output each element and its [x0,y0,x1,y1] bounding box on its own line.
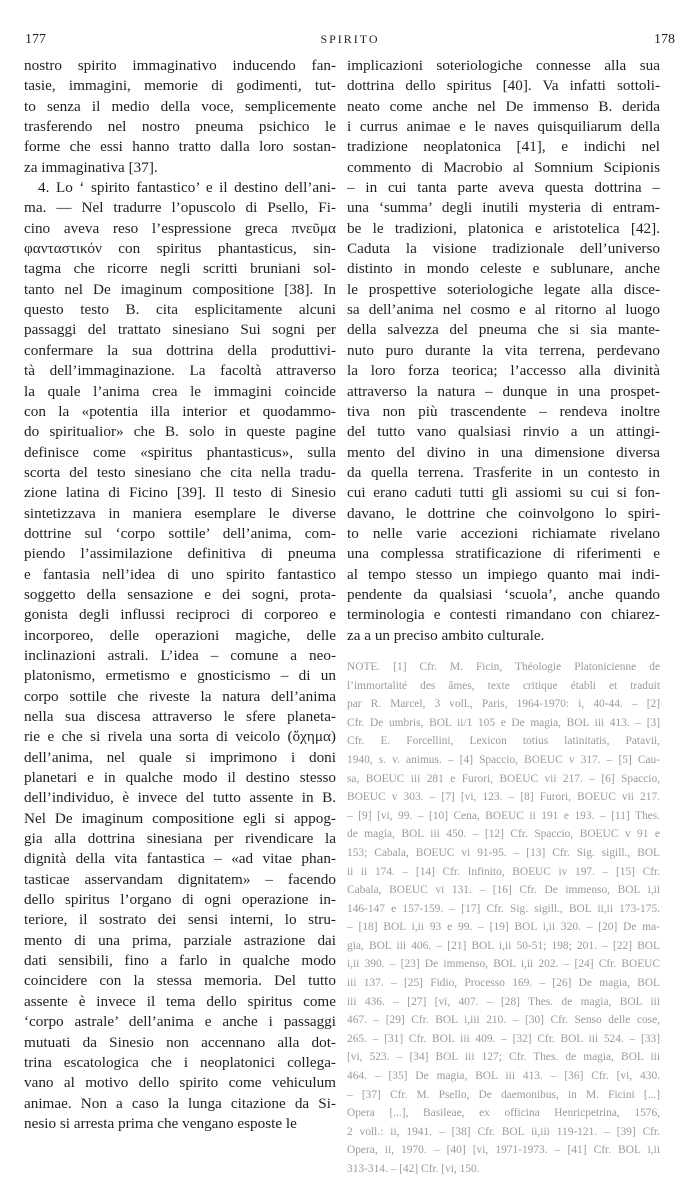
text-line: Nel De imaginum compositione egli si appog- [24,809,336,827]
footnote-line: 265. – [31] Cfr. BOL iii 409. – [32] Cfr. BOL iii 524. – [33] [347,1032,660,1045]
text-line: gonista degli influssi reciproci di corporeo e [24,606,336,624]
text-line: inclinazioni astrali. L’idea – comune a neo- [24,646,336,664]
text-line: i currus animae e le naves quisquiliarum della [347,118,660,136]
footnote-line: par R. Marcel, 3 voll., Paris, 1964-1970: i, 40-44. – [2] [347,698,660,711]
text-line: rie e che si rivela una sorta di veicolo (ὄχημα) [24,728,336,746]
text-line: do spiritualior» che B. solo in queste pagine [24,423,336,441]
left-column [24,56,336,1134]
footnote-line: gia, BOL iii 406. – [21] BOL i,ii 50-51; 198; 201. – [22] BOL [347,939,660,952]
text-line: vano al motivo dello spirito come vehiculum [24,1074,336,1092]
footnote-line: 467. – [29] Cfr. BOL i,iii 210. – [30] Cfr. Senso delle cose, [347,1014,660,1027]
text-line: pendente da qualsiasi ‘scuola’, anche quando [347,585,660,603]
text-line: animae. Non a caso la lunga citazione da Si- [24,1094,336,1112]
text-line: 4. Lo ‘ spirito fantastico’ e il destino dell’ani- [38,179,336,197]
text-line: nostro spirito immaginativo inducendo fan- [24,57,336,74]
footnote-line: [vi, 523. – [34] BOL iii 127; Cfr. Thes. de magia, BOL iii [347,1051,660,1064]
text-line: – in cui tanta parte aveva questa dottrina – [347,179,660,197]
text-line: be le tradizioni, platonica e aristotelica [42]. [347,219,660,237]
footnote-line: 464. – [35] De magia, BOL iii 413. – [36] Cfr. [vi, 430. [347,1070,660,1083]
text-line: nesio si arresta prima che vengano esposte le [24,1114,297,1132]
text-line: assente è invece il tema dello spiritus come [24,992,336,1010]
text-line: ‘corpo astrale’ dell’anima e anche i passaggi [24,1013,336,1031]
text-line: za immaginativa [37]. [24,158,158,176]
text-line: za a un preciso ambito culturale. [347,626,545,644]
text-line: trasferendo nel nostro pneuma psichico le [24,118,336,136]
footnote-line: l’immortalité des âmes, texte critique établi et traduit [347,679,660,692]
footnote-line: i,ii 390. – [23] De immenso, BOL i,ii 202. – [24] Cfr. BOEUC [347,958,660,971]
text-line: commento di Macrobio al Somnium Scipionis [347,158,660,176]
text-line: corpo sottile che riveste la natura dell’anima [24,687,336,705]
text-line: del tutto vano qualsiasi rinvio a un attingi- [347,423,660,441]
text-line: soggetto della sensazione e dei sogni, prota- [24,585,336,603]
footnote-line: iii 436. – [27] [vi, 407. – [28] Thes. de magia, BOL iii [347,995,660,1008]
footnotes [347,658,660,1179]
footnote-line: BOEUC v 303. – [7] [vi, 123. – [8] Furori, BOEUC vii 217. [347,791,660,804]
footnote-line: 153; Cabala, BOEUC vi 91-95. – [13] Cfr. Sig. sigill., BOL [347,846,660,859]
footnote-line: Opera, ii, 1970. – [40] [vi, 1971-1973. – [41] Cfr. BOL i,ii [347,1144,660,1157]
text-line: tradizione neoplatonica [41], e indichi nel [347,138,660,156]
text-line: una ‘summa’ degli inutili mysteria di entram- [347,199,660,217]
text-line: la quale l’anima crea le immagini coincide [24,382,336,400]
footnote-line: – [9] [vi, 99. – [10] Cena, BOEUC ii 191 e 193. – [11] Thes. [347,809,660,822]
text-line: forme che essi hanno tratto dalla loro sostan- [24,138,336,156]
text-line: distinto in mondo celeste e sublunare, anche [347,260,660,278]
text-line: la loro forza teorica; l’accesso alla divinità [347,362,660,380]
text-line: mento del divino in una dimensione diversa [347,443,660,461]
text-line: cui erano caduti tutti gli assiomi su cui si fon- [347,484,660,502]
text-line: dello spiritus l’organo di ogni operazione in- [24,891,336,909]
footnote-line: 146-147 e 157-159. – [17] Cfr. Sig. sigill., BOL ii,ii 173-175. [347,902,660,915]
text-line: teriore, il sostrato dei sensi interni, lo stru- [24,911,336,929]
text-line: questo testo B. cita esplicitamente alcuni [24,301,336,319]
text-line: sintetizzava in maniera esemplare le diverse [24,504,336,522]
text-line: tanto nel De imaginum compositione [38]. In [24,280,336,298]
text-line: platonismo, ermetismo e gnosticismo – di un [24,667,336,685]
text-line: coincidere con la stessa memoria. Del tutto [24,972,336,990]
footnote-line: Cabala, BOEUC vi 131. – [16] Cfr. De immenso, BOL i,ii [347,884,660,897]
text-line: tagma che ricorre negli scritti bruniani sol- [24,260,336,278]
page-number-right: 178 [654,32,675,47]
text-line: e fantasia nell’idea di uno spirito fantastico [24,565,336,583]
text-line: to senza il medio della voce, semplicemente [24,97,336,115]
text-line: implicazioni soteriologiche connesse alla sua [347,57,660,74]
footnote-line: Opera [...], Basileae, ex officina Henricpetrina, 1576, [347,1107,660,1120]
text-line: φανταστικόν con spiritus phantasticus, sin- [24,240,336,258]
text-line: una complessa stratificazione di riferimenti e [347,545,660,563]
footnote-line: 313-314. – [42] Cfr. [vi, 150. [347,1163,480,1175]
text-line: dell’individuo, è invece del tutto assente in B. [24,789,336,807]
text-line: gia alla dottrina sinesiana per rivendicare la [24,830,336,848]
text-line: dottrine sul ‘corpo sottile’ dell’anima, com- [24,524,336,542]
text-line: terminologia e contesti rimandano con chiarez- [347,606,660,624]
text-line: confermare la sua dottrina della produttivi- [24,341,336,359]
text-line: dell’anima, nel quale si imprimono i doni [24,748,336,766]
text-line: le prospettive soteriologiche legate alla disce- [347,280,660,298]
footnote-line: de magia, BOL iii 450. – [12] Cfr. Spaccio, BOEUC v 91 e [347,828,660,841]
page-number-left: 177 [25,32,46,47]
text-line: definisce come «spiritus phantasticus», sulla [24,443,336,461]
text-line: al tempo stesso un impiego quanto mai indi- [347,565,660,583]
footnote-line: Cfr. De umbris, BOL ii/1 105 e De magia, BOL iii 413. – [3] [347,716,660,729]
text-line: cino aveva reso l’espressione greca πνεῦμα [24,219,336,237]
text-line: ma. — Nel tradurre l’opuscolo di Psello, Fi- [24,199,336,217]
footnote-line: – [18] BOL i,ii 93 e 99. – [19] BOL i,ii 320. – [20] De ma- [347,921,660,934]
text-line: piendo l’assimilazione definitiva di pneuma [24,545,336,563]
text-line: nuto puro durante la vita terrena, perdevano [347,341,660,359]
text-line: della salvezza del pneuma che si sia mante- [347,321,660,339]
footnote-line: – [37] Cfr. M. Psello, De daemonibus, in M. Ficini [...] [347,1088,660,1101]
text-line: planetari e in qualche modo il destino stesso [24,769,336,787]
text-line: tasticae asservandam dignitatem» – facendo [24,870,336,888]
footnote-line: ii ii 174. – [14] Cfr. Infinito, BOEUC iv 197. – [15] Cfr. [347,865,660,878]
text-line: neato come anche nel De immenso B. derida [347,97,660,115]
text-line: nella sua discesa attraverso le sfere planeta- [24,708,336,725]
text-line: davano, le dottrine che coinvolgono lo spiri- [347,504,660,522]
footnote-line: Cfr. E. Forcellini, Lexicon totius latinitatis, Patavii, [347,735,660,748]
text-line: trina escatologica che i neoplatonici collega- [24,1053,336,1071]
text-line: to nelle varie accezioni richiamate rivelano [347,524,660,542]
footnote-line: iii 137. – [25] Fidio, Processo 169. – [26] De magia, BOL [347,977,660,990]
text-line: passaggi del trattato sinesiano Sui sogni per [24,321,336,339]
text-line: con la «potentia illa interior et quodammo- [24,402,336,420]
text-line: dignità della vita fantastica – «ad vitae phan- [24,850,336,868]
text-line: mento di una prima, parziale astrazione dai [24,931,336,949]
footnote-line: sa, BOEUC iii 281 e Furori, BOEUC vii 217. – [6] Spaccio, [347,772,660,785]
right-column [347,56,660,1179]
text-line: mutuati da Sinesio non accennano alla dot- [24,1033,336,1051]
text-line: tasie, immagini, memorie di godimenti, tut- [24,77,336,95]
text-line: tà dell’immaginazione. La facoltà attraverso [24,362,336,380]
text-line: zione latina di Ficino [39]. Il testo di Sinesio [24,484,336,502]
text-line: Caduta la visione tradizionale dell’universo [347,240,660,258]
text-line: scorta del testo sinesiano che cita nella tradu- [24,463,336,481]
footnote-line: NOTE. [1] Cfr. M. Ficin, Théologie Platonicienne de [347,660,660,673]
text-line: dati sensibili, fino a farlo in qualche modo [24,952,336,970]
running-title: SPIRITO [320,32,380,46]
footnote-line: 2 voll.: ii, 1941. – [38] Cfr. BOL ii,iii 119-121. – [39] Cfr. [347,1125,660,1138]
text-line: incorporeo, delle operazioni magiche, delle [24,626,336,644]
text-line: dottrina dello spiritus [40]. Va infatti sottoli- [347,77,660,95]
text-line: attraverso la natura – dunque in una prospet- [347,382,660,400]
text-line: sa dell’anima nel cosmo e al ritorno al luogo [347,301,660,319]
text-line: da quella terrena. Trasferite in un contesto in [347,463,660,481]
right-column-body [347,56,660,646]
page-header [0,32,700,52]
text-line: tiva non più trascendente – rendeva inoltre [347,402,660,420]
footnote-line: 1940, s. v. animus. – [4] Spaccio, BOEUC v 317. – [5] Cau- [347,753,660,766]
